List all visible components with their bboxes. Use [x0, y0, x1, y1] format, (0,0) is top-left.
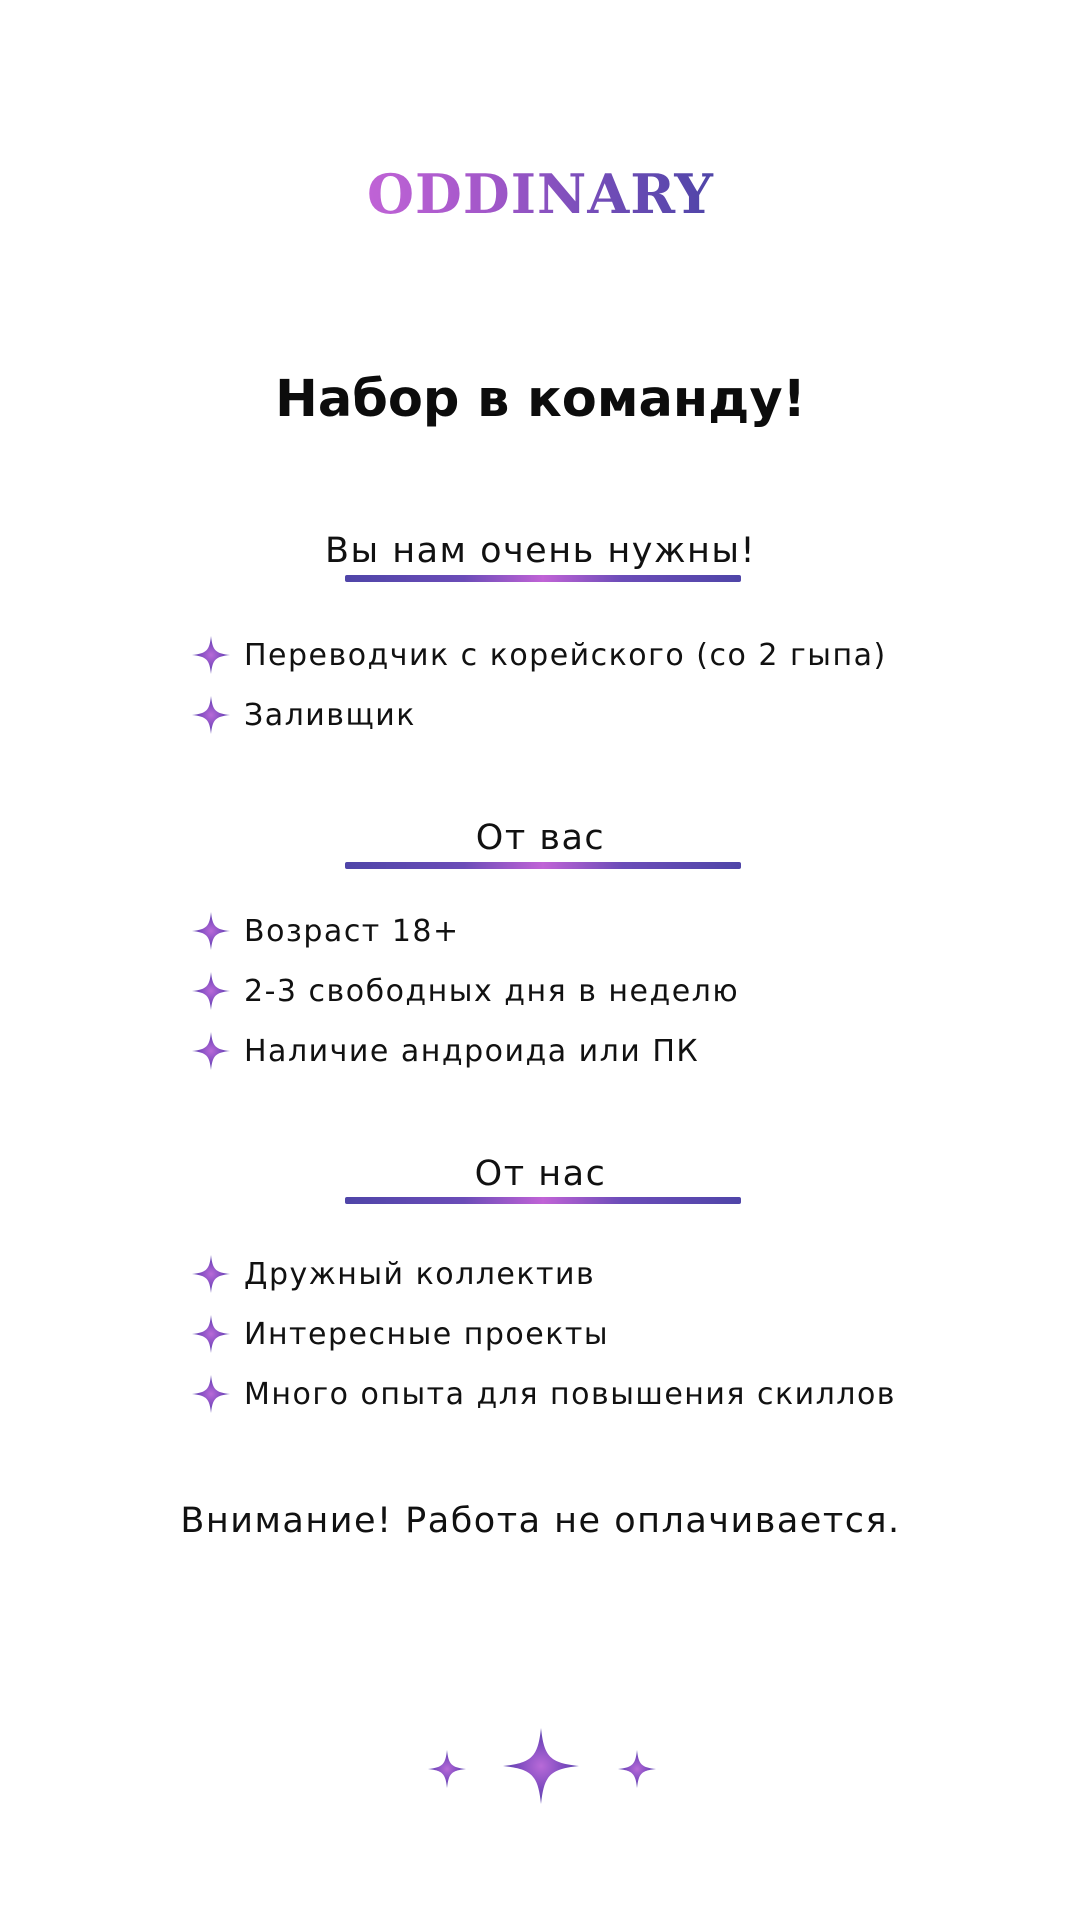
brand-logo-text: ODDINARY [367, 162, 714, 226]
page-title: Набор в команду! [275, 370, 806, 429]
sparkle-star-icon [192, 1375, 230, 1413]
sparkle-star-icon [192, 1255, 230, 1293]
list-item [192, 1029, 699, 1073]
section-underline [345, 862, 741, 869]
brand-logo [0, 158, 1081, 230]
list-item [192, 1372, 896, 1416]
list-item [192, 693, 416, 737]
list-item-label: Много опыта для повышения скиллов [244, 1376, 896, 1412]
footer-sparkles [0, 1728, 1081, 1808]
section-underline [345, 1197, 741, 1204]
sparkle-star-icon [192, 912, 230, 950]
list-item-label: Возраст 18+ [244, 913, 460, 949]
list-item [192, 969, 739, 1013]
list-item-label: Наличие андроида или ПК [244, 1033, 700, 1069]
list-item-label: Переводчик с корейского (со 2 гыпа) [244, 637, 887, 673]
list-item-label: Заливщик [244, 697, 416, 733]
unpaid-notice: Внимание! Работа не оплачивается. [180, 1501, 901, 1541]
section-heading-from-us: От нас [474, 1154, 607, 1194]
list-item [192, 1252, 595, 1296]
sparkle-star-icon [192, 636, 230, 674]
section-heading-from-you: От вас [475, 818, 606, 858]
section-underline [345, 575, 741, 582]
list-item [192, 633, 887, 677]
list-item-label: 2-3 свободных дня в неделю [244, 973, 740, 1009]
small-sparkle-icon [618, 1750, 656, 1788]
list-item-label: Интересные проекты [244, 1316, 610, 1352]
list-item [192, 1312, 609, 1356]
section-heading-needed: Вы нам очень нужны! [324, 531, 757, 571]
large-sparkle-icon [503, 1728, 579, 1804]
list-item-label: Дружный коллектив [244, 1256, 596, 1292]
list-item [192, 909, 460, 953]
sparkle-star-icon [192, 972, 230, 1010]
sparkle-star-icon [192, 1315, 230, 1353]
sparkle-star-icon [192, 696, 230, 734]
small-sparkle-icon [428, 1750, 466, 1788]
sparkle-star-icon [192, 1032, 230, 1070]
